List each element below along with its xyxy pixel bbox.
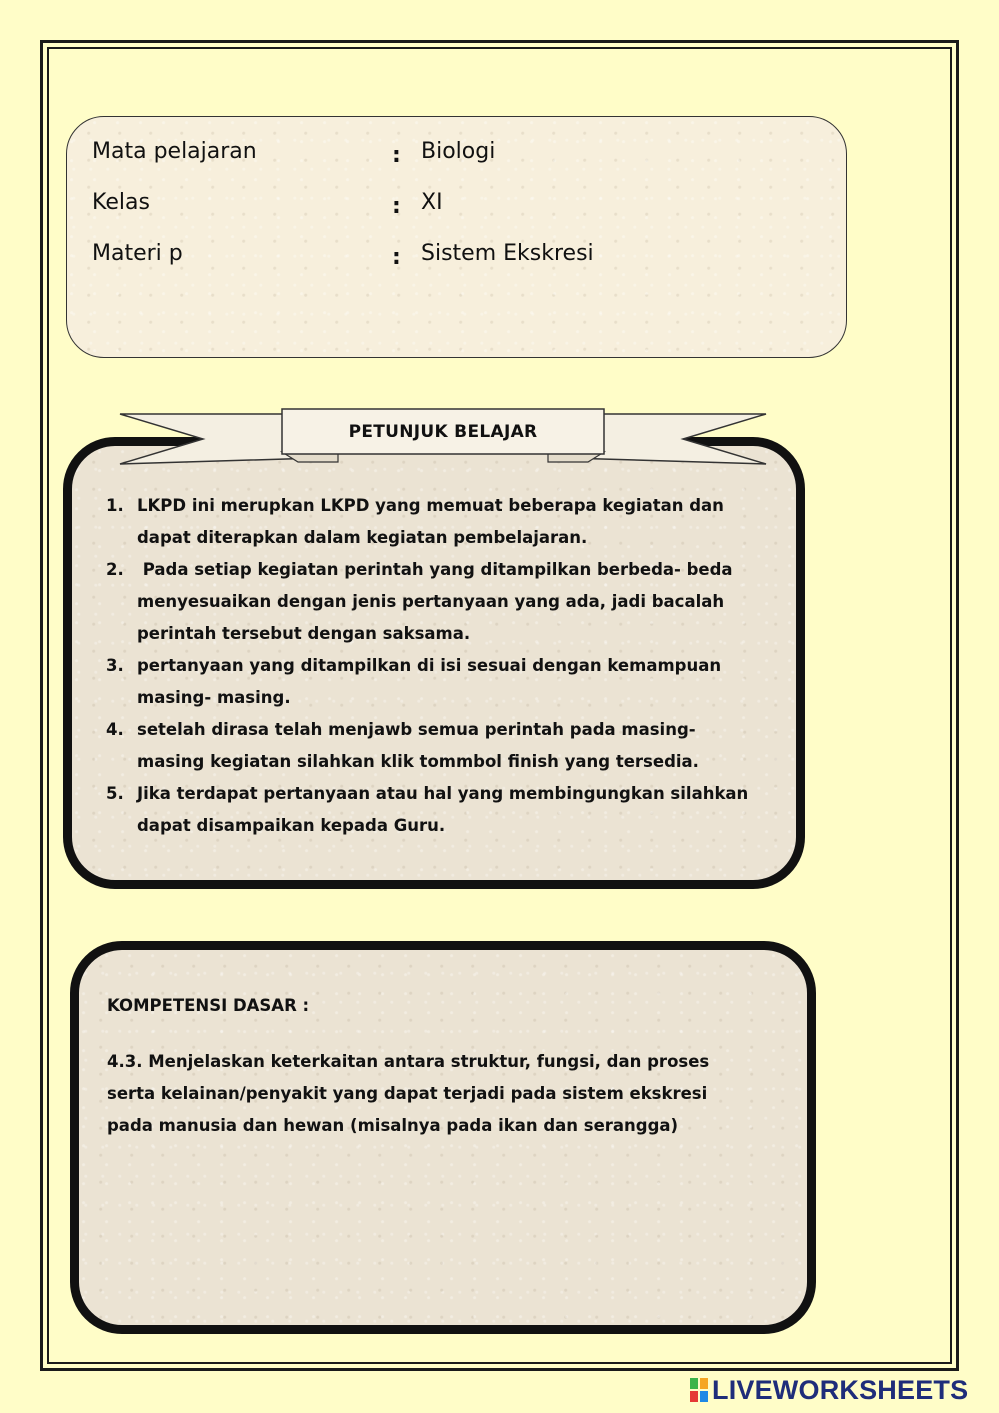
competency-line: pada manusia dan hewan (misalnya pada ikan dan serangga): [107, 1116, 679, 1135]
info-colon: :: [392, 245, 401, 270]
item-line: masing kegiatan silahkan klik tommbol finish yang tersedia.: [137, 752, 699, 771]
info-row-material: [67, 241, 846, 281]
info-value: XI: [421, 190, 443, 215]
brand-name: LIVEWORKSHEETS: [712, 1374, 969, 1405]
item-line: masing- masing.: [137, 688, 291, 707]
competency-line: serta kelainan/penyakit yang dapat terjadi pada sistem ekskresi: [107, 1084, 708, 1103]
instructions-title: PETUNJUK BELAJAR: [348, 421, 538, 442]
info-value: Sistem Ekskresi: [421, 241, 594, 266]
item-line: Pada setiap kegiatan perintah yang ditampilkan berbeda- beda: [137, 560, 733, 579]
item-line: perintah tersebut dengan saksama.: [137, 624, 471, 643]
list-item: [106, 554, 786, 650]
instructions-list: [106, 490, 786, 842]
info-colon: :: [392, 194, 401, 219]
item-line: menyesuaikan dengan jenis pertanyaan yang ada, jadi bacalah: [137, 592, 725, 611]
list-item: [106, 650, 786, 714]
item-number: 5.: [106, 784, 124, 803]
list-item: [106, 778, 786, 842]
item-number: 1.: [106, 496, 124, 515]
info-label: Mata pelajaran: [92, 139, 257, 164]
subject-info-box: [66, 116, 847, 358]
list-item: [106, 714, 786, 778]
info-label: Kelas: [92, 190, 150, 215]
item-number: 4.: [106, 720, 124, 739]
item-line: LKPD ini merupkan LKPD yang memuat beberapa kegiatan dan: [137, 496, 724, 515]
liveworksheets-logo[interactable]: [690, 1373, 968, 1407]
item-number: 2.: [106, 560, 124, 579]
info-row-class: [67, 190, 846, 230]
info-label: Materi p: [92, 241, 183, 266]
item-line: dapat disampaikan kepada Guru.: [137, 816, 446, 835]
item-number: 3.: [106, 656, 124, 675]
item-line: Jika terdapat pertanyaan atau hal yang membingungkan silahkan: [137, 784, 749, 803]
competency-text: [107, 1046, 787, 1142]
competency-title: KOMPETENSI DASAR :: [107, 996, 310, 1015]
competency-line: 4.3. Menjelaskan keterkaitan antara struktur, fungsi, dan proses: [107, 1052, 710, 1071]
item-line: setelah dirasa telah menjawb semua perintah pada masing-: [137, 720, 696, 739]
info-value: Biologi: [421, 139, 496, 164]
liveworksheets-logo-icon: [690, 1378, 708, 1402]
info-row-subject: [67, 139, 846, 179]
item-line: dapat diterapkan dalam kegiatan pembelajaran.: [137, 528, 588, 547]
item-line: pertanyaan yang ditampilkan di isi sesuai dengan kemampuan: [137, 656, 722, 675]
info-colon: :: [392, 143, 401, 168]
list-item: [106, 490, 786, 554]
